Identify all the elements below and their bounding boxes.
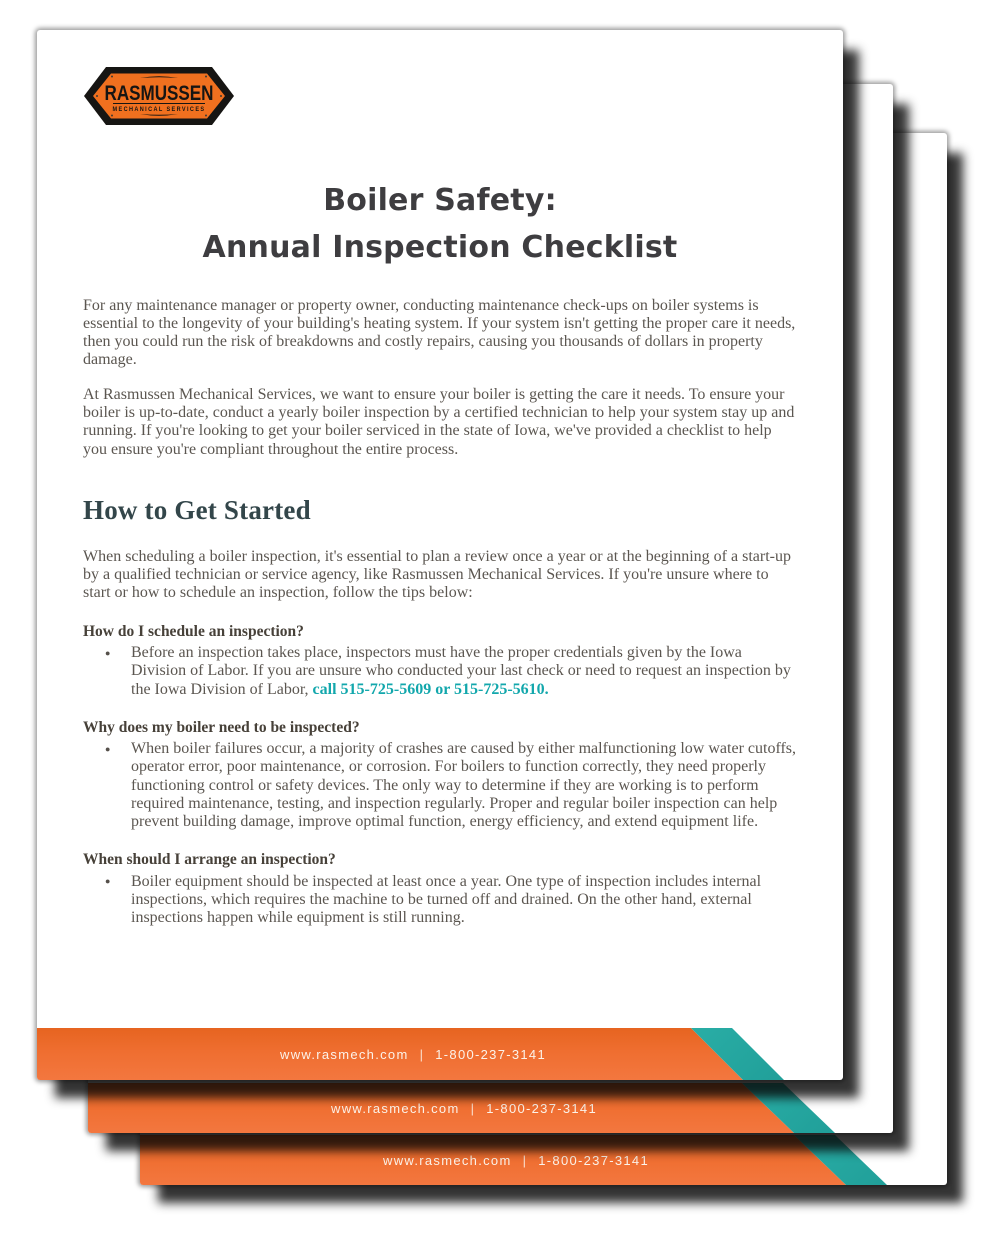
logo-rivet [205,115,207,117]
logo-tagline: MECHANICAL SERVICES [112,107,206,113]
footer-phone: 1-800-237-3141 [538,1152,649,1168]
footer-separator: | [419,1046,425,1062]
faq-bullet [83,644,797,698]
faq-schedule [83,623,797,699]
faq-bullet-text: Before an inspection takes place, inspectors must have the proper credentials given by the Iowa Division of Labor. If you are unsure who conducted your last check or need to request an inspection by the Iowa Division of Labor, [131,644,791,698]
intro-paragraph: At Rasmussen Mechanical Services, we want to ensure your boiler is getting the care it needs. To ensure your boiler is up-to-date, conduct a yearly boiler inspection by a certified technician to help your system stay up and running. If you're looking to get your boiler serviced in the state of Iowa, we've provided a checklist to help you ensure you're compliant throughout the entire process. [83,386,795,458]
faq-question: How do I schedule an inspection? [83,622,304,640]
footer-bar [88,1083,893,1133]
title-line-2: Annual Inspection Checklist [202,230,678,265]
footer-website: www.rasmech.com [383,1152,512,1168]
faq-bullet-list [83,740,797,830]
faq-bullet [83,740,797,830]
section-intro: When scheduling a boiler inspection, it's essential to plan a review once a year or at the beginning of a start-up by a qualified technician or service agency, like Rasmussen Mechanical Services. If you're unsure where to start or how to schedule an inspection, follow the tips below: [83,548,791,602]
logo-rivet [220,95,222,97]
logo-rivet [96,95,98,97]
title-line-1: Boiler Safety: [323,183,557,218]
logo-name: RASMUSSEN [104,82,214,105]
footer-bar [140,1135,947,1185]
section-heading: How to Get Started [83,494,311,525]
intro-paragraph: For any maintenance manager or property owner, conducting maintenance check-ups on boiler systems is essential to the longevity of your building's heating system. If your system isn't getting the proper care it needs, then you could run the risk of breakdowns and costly repairs, causing you thousands of dollars in property damage. [83,297,796,369]
faq-question: Why does my boiler need to be inspected? [83,718,360,736]
logo-rivet [111,76,113,78]
footer-separator: | [470,1100,476,1116]
page-content [37,63,843,927]
faq-bullet [83,873,797,927]
faq-bullet-list [83,644,797,698]
footer-website: www.rasmech.com [331,1100,460,1116]
faq-when-arrange [83,851,797,927]
document-title [83,177,797,271]
footer-separator: | [522,1152,528,1168]
page-front [37,30,843,1080]
footer-contact [88,1083,840,1133]
faq-why-inspect [83,719,797,831]
faq-bullet-text: Boiler equipment should be inspected at least once a year. One type of inspection includes internal inspections, which requires the machine to be turned off and drained. On the other hand, external inspections happen while equipment is still running. [131,872,762,926]
faq-bullet-list [83,873,797,927]
footer-contact [37,1028,789,1080]
footer-phone: 1-800-237-3141 [435,1046,546,1062]
footer-bar [37,1028,843,1080]
footer-phone: 1-800-237-3141 [486,1100,597,1116]
faq-bullet-text: When boiler failures occur, a majority of crashes are caused by either malfunctioning low water cutoffs, operator error, poor maintenance, or corrosion. For boilers to function correctly, they need properly functioning control or safety devices. The only way to determine if they are working is to perform required maintenance, testing, and inspection regularly. Proper and regular boiler inspection can help prevent building damage, improve optimal function, energy efficiency, and extend equipment life. [131,740,797,830]
footer-contact [140,1135,892,1185]
faq-question: When should I arrange an inspection? [83,850,336,868]
phone-link[interactable]: call 515-725-5609 or 515-725-5610. [312,680,549,698]
logo-rivet [205,76,207,78]
rasmussen-logo [82,63,236,129]
logo-rivet [111,115,113,117]
footer-website: www.rasmech.com [280,1046,409,1062]
